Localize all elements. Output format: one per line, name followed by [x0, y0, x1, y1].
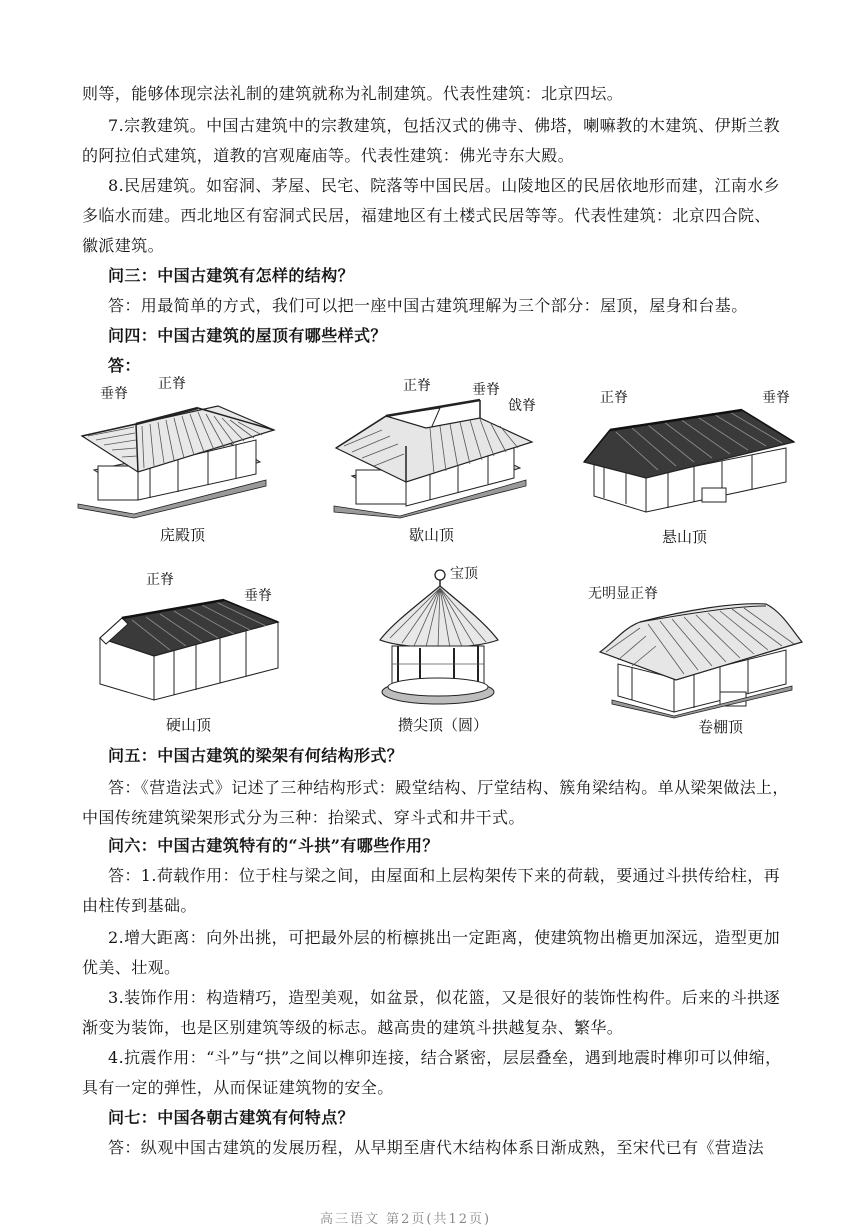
yingshan-roof-illustration: [94, 594, 286, 702]
figure-caption: 庑殿顶: [160, 526, 206, 544]
paragraph-line: 则等，能够体现宗法礼制的建筑就称为礼制建筑。代表性建筑：北京四坛。: [82, 84, 624, 103]
question-7: 问七：中国各朝古建筑有何特点？: [108, 1108, 355, 1127]
question-5: 问五：中国古建筑的梁架有何结构形式？: [108, 746, 404, 765]
answer-3: 答：用最简单的方式，我们可以把一座中国古建筑理解为三个部分：屋顶，屋身和台基。: [108, 296, 748, 315]
juanpeng-roof-illustration: [596, 600, 806, 718]
figure-label: 正脊: [146, 572, 174, 588]
figure-label: 垂脊: [244, 588, 272, 604]
page-footer: 高三语文 第2页(共12页): [320, 1212, 492, 1227]
answer-6: 答：1.荷载作用：位于柱与梁之间，由屋面和上层构架传下来的荷载，要通过斗拱传给柱，再: [108, 866, 781, 885]
figure-label: 垂脊: [100, 386, 128, 402]
figure-label: 垂脊: [762, 390, 790, 406]
answer-4-label: 答：: [108, 356, 141, 375]
question-4: 问四：中国古建筑的屋顶有哪些样式？: [108, 326, 387, 345]
answer-6: 渐变为装饰，也是区别建筑等级的标志。越高贵的建筑斗拱越复杂、繁华。: [82, 1018, 624, 1037]
xuanshan-roof-illustration: [576, 404, 800, 516]
paragraph-line: 多临水而建。西北地区有窑洞式民居，福建地区有土楼式民居等等。代表性建筑：北京四合院、: [82, 206, 771, 225]
question-6: 问六：中国古建筑特有的“斗拱”有哪些作用？: [108, 836, 439, 855]
paragraph-line: 的阿拉伯式建筑，道教的宫观庵庙等。代表性建筑：佛光寺东大殿。: [82, 146, 575, 165]
answer-6: 由柱传到基础。: [82, 896, 197, 915]
answer-6: 4.抗震作用：“斗”与“拱”之间以榫卯连接，结合紧密，层层叠垒，遇到地震时榫卯可以伸缩，: [108, 1048, 782, 1067]
answer-6: 优美、壮观。: [82, 958, 181, 977]
answer-5: 答：《营造法式》记述了三种结构形式：殿堂结构、厅堂结构、簇角梁结构。单从梁架做法上，: [108, 778, 789, 797]
figure-label: 正脊: [600, 390, 628, 406]
answer-6: 3.装饰作用：构造精巧，造型美观，如盆景，似花篮，又是很好的装饰性构件。后来的斗拱逐: [108, 988, 781, 1007]
figure-label: 垂脊: [472, 382, 500, 398]
paragraph-line: 8.民居建筑。如窑洞、茅屋、民宅、院落等中国民居。山陵地区的民居依地形而建，江南水乡: [108, 176, 781, 195]
question-3: 问三：中国古建筑有怎样的结构？: [108, 266, 355, 285]
figure-caption: 硬山顶: [166, 716, 212, 734]
wudian-roof-illustration: [78, 400, 278, 518]
figure-label: 戗脊: [508, 398, 536, 414]
figure-caption: 悬山顶: [662, 528, 708, 546]
figure-label: 正脊: [403, 378, 431, 394]
answer-5: 中国传统建筑梁架形式分为三种：抬梁式、穿斗式和井干式。: [82, 808, 525, 827]
paragraph-line: 7.宗教建筑。中国古建筑中的宗教建筑，包括汉式的佛寺、佛塔，喇嘛教的木建筑、伊斯兰教: [108, 116, 781, 135]
answer-6: 具有一定的弹性，从而保证建筑物的安全。: [82, 1078, 394, 1097]
figure-label: 无明显正脊: [588, 586, 658, 602]
figure-label: 正脊: [158, 376, 186, 392]
answer-6: 2.增大距离：向外出挑，可把最外层的桁檩挑出一定距离，使建筑物出檐更加深远，造型更加: [108, 928, 781, 947]
figure-caption: 攒尖顶（圆）: [398, 716, 489, 734]
answer-7: 答：纵观中国古建筑的发展历程，从早期至唐代木结构体系日渐成熟，至宋代已有《营造法: [108, 1138, 765, 1157]
figure-label: 宝顶: [450, 566, 478, 582]
figure-caption: 歇山顶: [409, 526, 455, 544]
paragraph-line: 徽派建筑。: [82, 236, 165, 255]
figure-caption: 卷棚顶: [698, 718, 744, 736]
xieshan-roof-illustration: [330, 398, 540, 518]
cuanjian-roof-illustration: [376, 566, 496, 716]
